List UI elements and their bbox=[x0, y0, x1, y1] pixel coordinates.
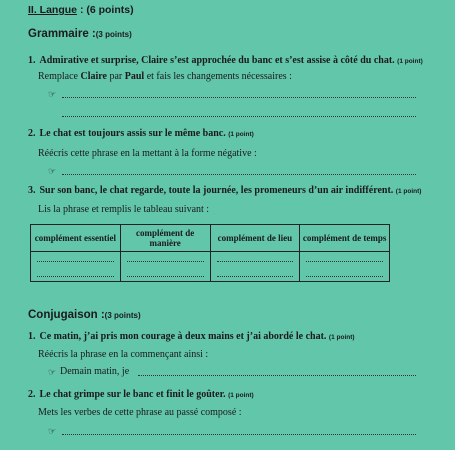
pointing-hand-icon: ☞ bbox=[48, 89, 57, 99]
answer-line-c1[interactable] bbox=[138, 375, 416, 376]
section-header bbox=[28, 4, 134, 16]
question-points: (1 point) bbox=[228, 392, 254, 399]
question-number: 3. bbox=[28, 185, 36, 196]
prefill-text: Demain matin, je bbox=[60, 366, 130, 377]
question-number: 2. bbox=[28, 389, 36, 400]
question-number: 1. bbox=[28, 331, 36, 342]
instr-bold-paul: Paul bbox=[124, 71, 145, 82]
question-g3 bbox=[28, 185, 421, 196]
table-row bbox=[31, 252, 390, 266]
question-points: (1 point) bbox=[228, 131, 254, 138]
pointing-hand-icon: ☞ bbox=[48, 426, 57, 436]
section-points: : (6 points) bbox=[79, 4, 134, 16]
question-c2 bbox=[28, 389, 254, 400]
instruction-g1 bbox=[38, 71, 292, 82]
table-cell[interactable] bbox=[210, 266, 300, 282]
instruction-g2: Réécris cette phrase en la mettant à la forme négative : bbox=[38, 148, 257, 159]
grammaire-title: Grammaire : bbox=[28, 28, 96, 40]
answer-line-c2[interactable] bbox=[62, 434, 416, 435]
table-cell[interactable] bbox=[120, 252, 210, 266]
table-cell[interactable] bbox=[31, 266, 121, 282]
instr-text: Remplace bbox=[38, 71, 81, 82]
table-header-temps: complément de temps bbox=[300, 225, 390, 252]
question-text: Admirative et surprise, Claire s’est approchée du banc et s’est assise à côté du chat. bbox=[39, 55, 395, 66]
question-g1 bbox=[28, 55, 423, 66]
question-c1 bbox=[28, 331, 355, 342]
table-header-lieu: complément de lieu bbox=[210, 225, 300, 252]
answer-line-g2[interactable] bbox=[62, 174, 416, 175]
instr-bold-claire: Claire bbox=[80, 71, 107, 82]
table-cell[interactable] bbox=[300, 252, 390, 266]
table-cell[interactable] bbox=[210, 252, 300, 266]
grammaire-heading bbox=[28, 28, 132, 40]
table-cell[interactable] bbox=[31, 252, 121, 266]
conjugaison-heading bbox=[28, 309, 141, 321]
conjugaison-points: (3 points) bbox=[104, 311, 141, 320]
instruction-g3: Lis la phrase et remplis le tableau suivant : bbox=[38, 204, 210, 215]
question-points: (1 point) bbox=[328, 334, 355, 341]
pointing-hand-icon: ☞ bbox=[48, 367, 57, 377]
pointing-hand-icon: ☞ bbox=[48, 166, 57, 176]
table-row bbox=[31, 266, 390, 282]
table-header-maniere: complément de manière bbox=[120, 225, 210, 252]
table-cell[interactable] bbox=[120, 266, 210, 282]
conjugaison-title: Conjugaison : bbox=[28, 309, 105, 321]
question-number: 2. bbox=[28, 128, 36, 139]
section-title: II. Langue bbox=[28, 4, 78, 16]
question-points: (1 point) bbox=[397, 58, 423, 65]
instruction-c1: Réécris la phrase en la commençant ainsi : bbox=[38, 349, 209, 360]
instr-text: par bbox=[106, 71, 125, 82]
table-cell[interactable] bbox=[300, 266, 390, 282]
answer-line-g1-2[interactable] bbox=[62, 116, 416, 117]
question-number: 1. bbox=[28, 55, 36, 66]
question-text: Le chat est toujours assis sur le même banc. bbox=[39, 128, 226, 139]
instruction-c2: Mets les verbes de cette phrase au passé composé : bbox=[38, 407, 242, 418]
table-header-row bbox=[31, 225, 390, 252]
answer-line-g1-1[interactable] bbox=[62, 97, 416, 98]
grammaire-points: (3 points) bbox=[95, 30, 132, 39]
question-text: Le chat grimpe sur le banc et finit le goûter. bbox=[39, 389, 226, 400]
question-text: Ce matin, j’ai pris mon courage à deux mains et j’ai abordé le chat. bbox=[39, 331, 327, 342]
question-g2 bbox=[28, 128, 254, 139]
table-header-essentiel: complément essentiel bbox=[31, 225, 121, 252]
question-points: (1 point) bbox=[395, 188, 422, 195]
question-text: Sur son banc, le chat regarde, toute la journée, les promeneurs d’un air indifférent. bbox=[39, 185, 394, 196]
instr-text: et fais les changements nécessaires : bbox=[144, 71, 292, 82]
complements-table bbox=[30, 224, 390, 282]
